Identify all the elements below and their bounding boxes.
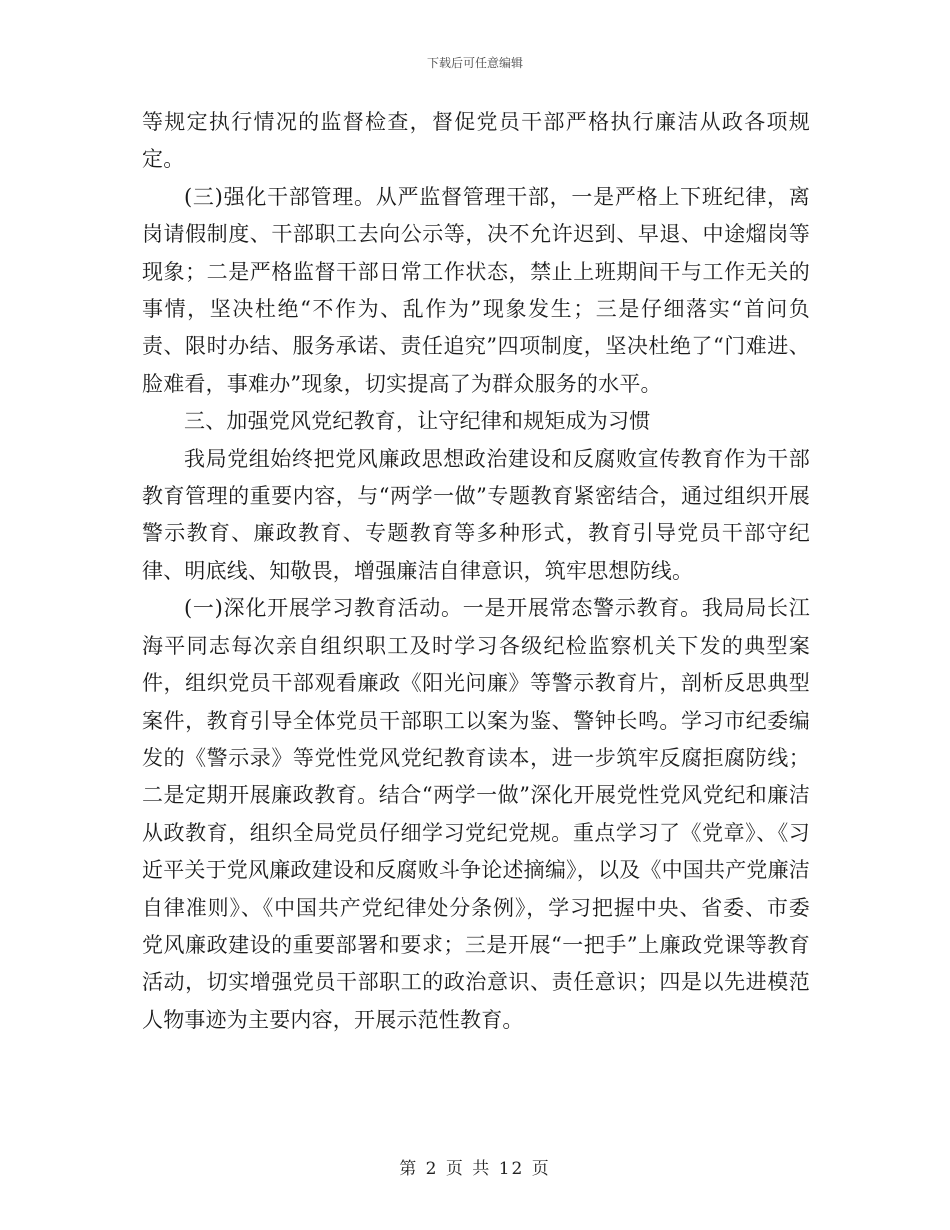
document-body [142,104,810,1039]
header-note: 下载后可任意编辑 [426,56,523,70]
section-heading: 三、加强党风党纪教育，让守纪律和规矩成为习惯 [184,409,651,434]
paragraph-continuation: 等规定执行情况的监督检查，督促党员干部严格执行廉洁从政各项规定。 [142,110,810,172]
paragraph-party-education: 我局党组始终把党风廉政思想政治建设和反腐败宣传教育作为干部教育管理的重要内容，与“两学一做”专题教育紧密结合，通过组织开展警示教育、廉政教育、专题教育等多种形式，教育引导党员干部守纪律、明底线、知敬畏，增强廉洁自律意识，筑牢思想防线。 [142,446,810,583]
paragraph-cadre-management: (三)强化干部管理。从严监督管理干部，一是严格上下班纪律，离岗请假制度、干部职工去向公示等，决不允许迟到、早退、中途熘岗等现象；二是严格监督干部日常工作状态，禁止上班期间干与工作无关的事情，坚决杜绝“不作为、乱作为”现象发生；三是仔细落实“首问负责、限时办结、服务承诺、责任追究”四项制度，坚决杜绝了“门难进、脸难看，事难办”现象，切实提高了为群众服务的水平。 [142,184,810,396]
paragraph-study-activities: (一)深化开展学习教育活动。一是开展常态警示教育。我局局长江海平同志每次亲自组织职工及时学习各级纪检监察机关下发的典型案件，组织党员干部观看廉政《阳光问廉》等警示教育片，剖析反思典型案件，教育引导全体党员干部职工以案为鉴、警钟长鸣。学习市纪委编发的《警示录》等党性党风党纪教育读本，进一步筑牢反腐拒腐防线；二是定期开展廉政教育。结合“两学一做”深化开展党性党风党纪和廉洁从政教育，组织全局党员仔细学习党纪党规。重点学习了《党章》、《习近平关于党风廉政建设和反腐败斗争论述摘编》，以及《中国共产党廉洁自律准则》、《中国共产党纪律处分条例》，学习把握中央、省委、市委党风廉政建设的重要部署和要求；三是开展“一把手”上廉政党课等教育活动，切实增强党员干部职工的政治意识、责任意识；四是以先进模范人物事迹为主要内容，开展示范性教育。 [142,596,810,1032]
page-number: 第 2 页 共 12 页 [399,1159,551,1179]
